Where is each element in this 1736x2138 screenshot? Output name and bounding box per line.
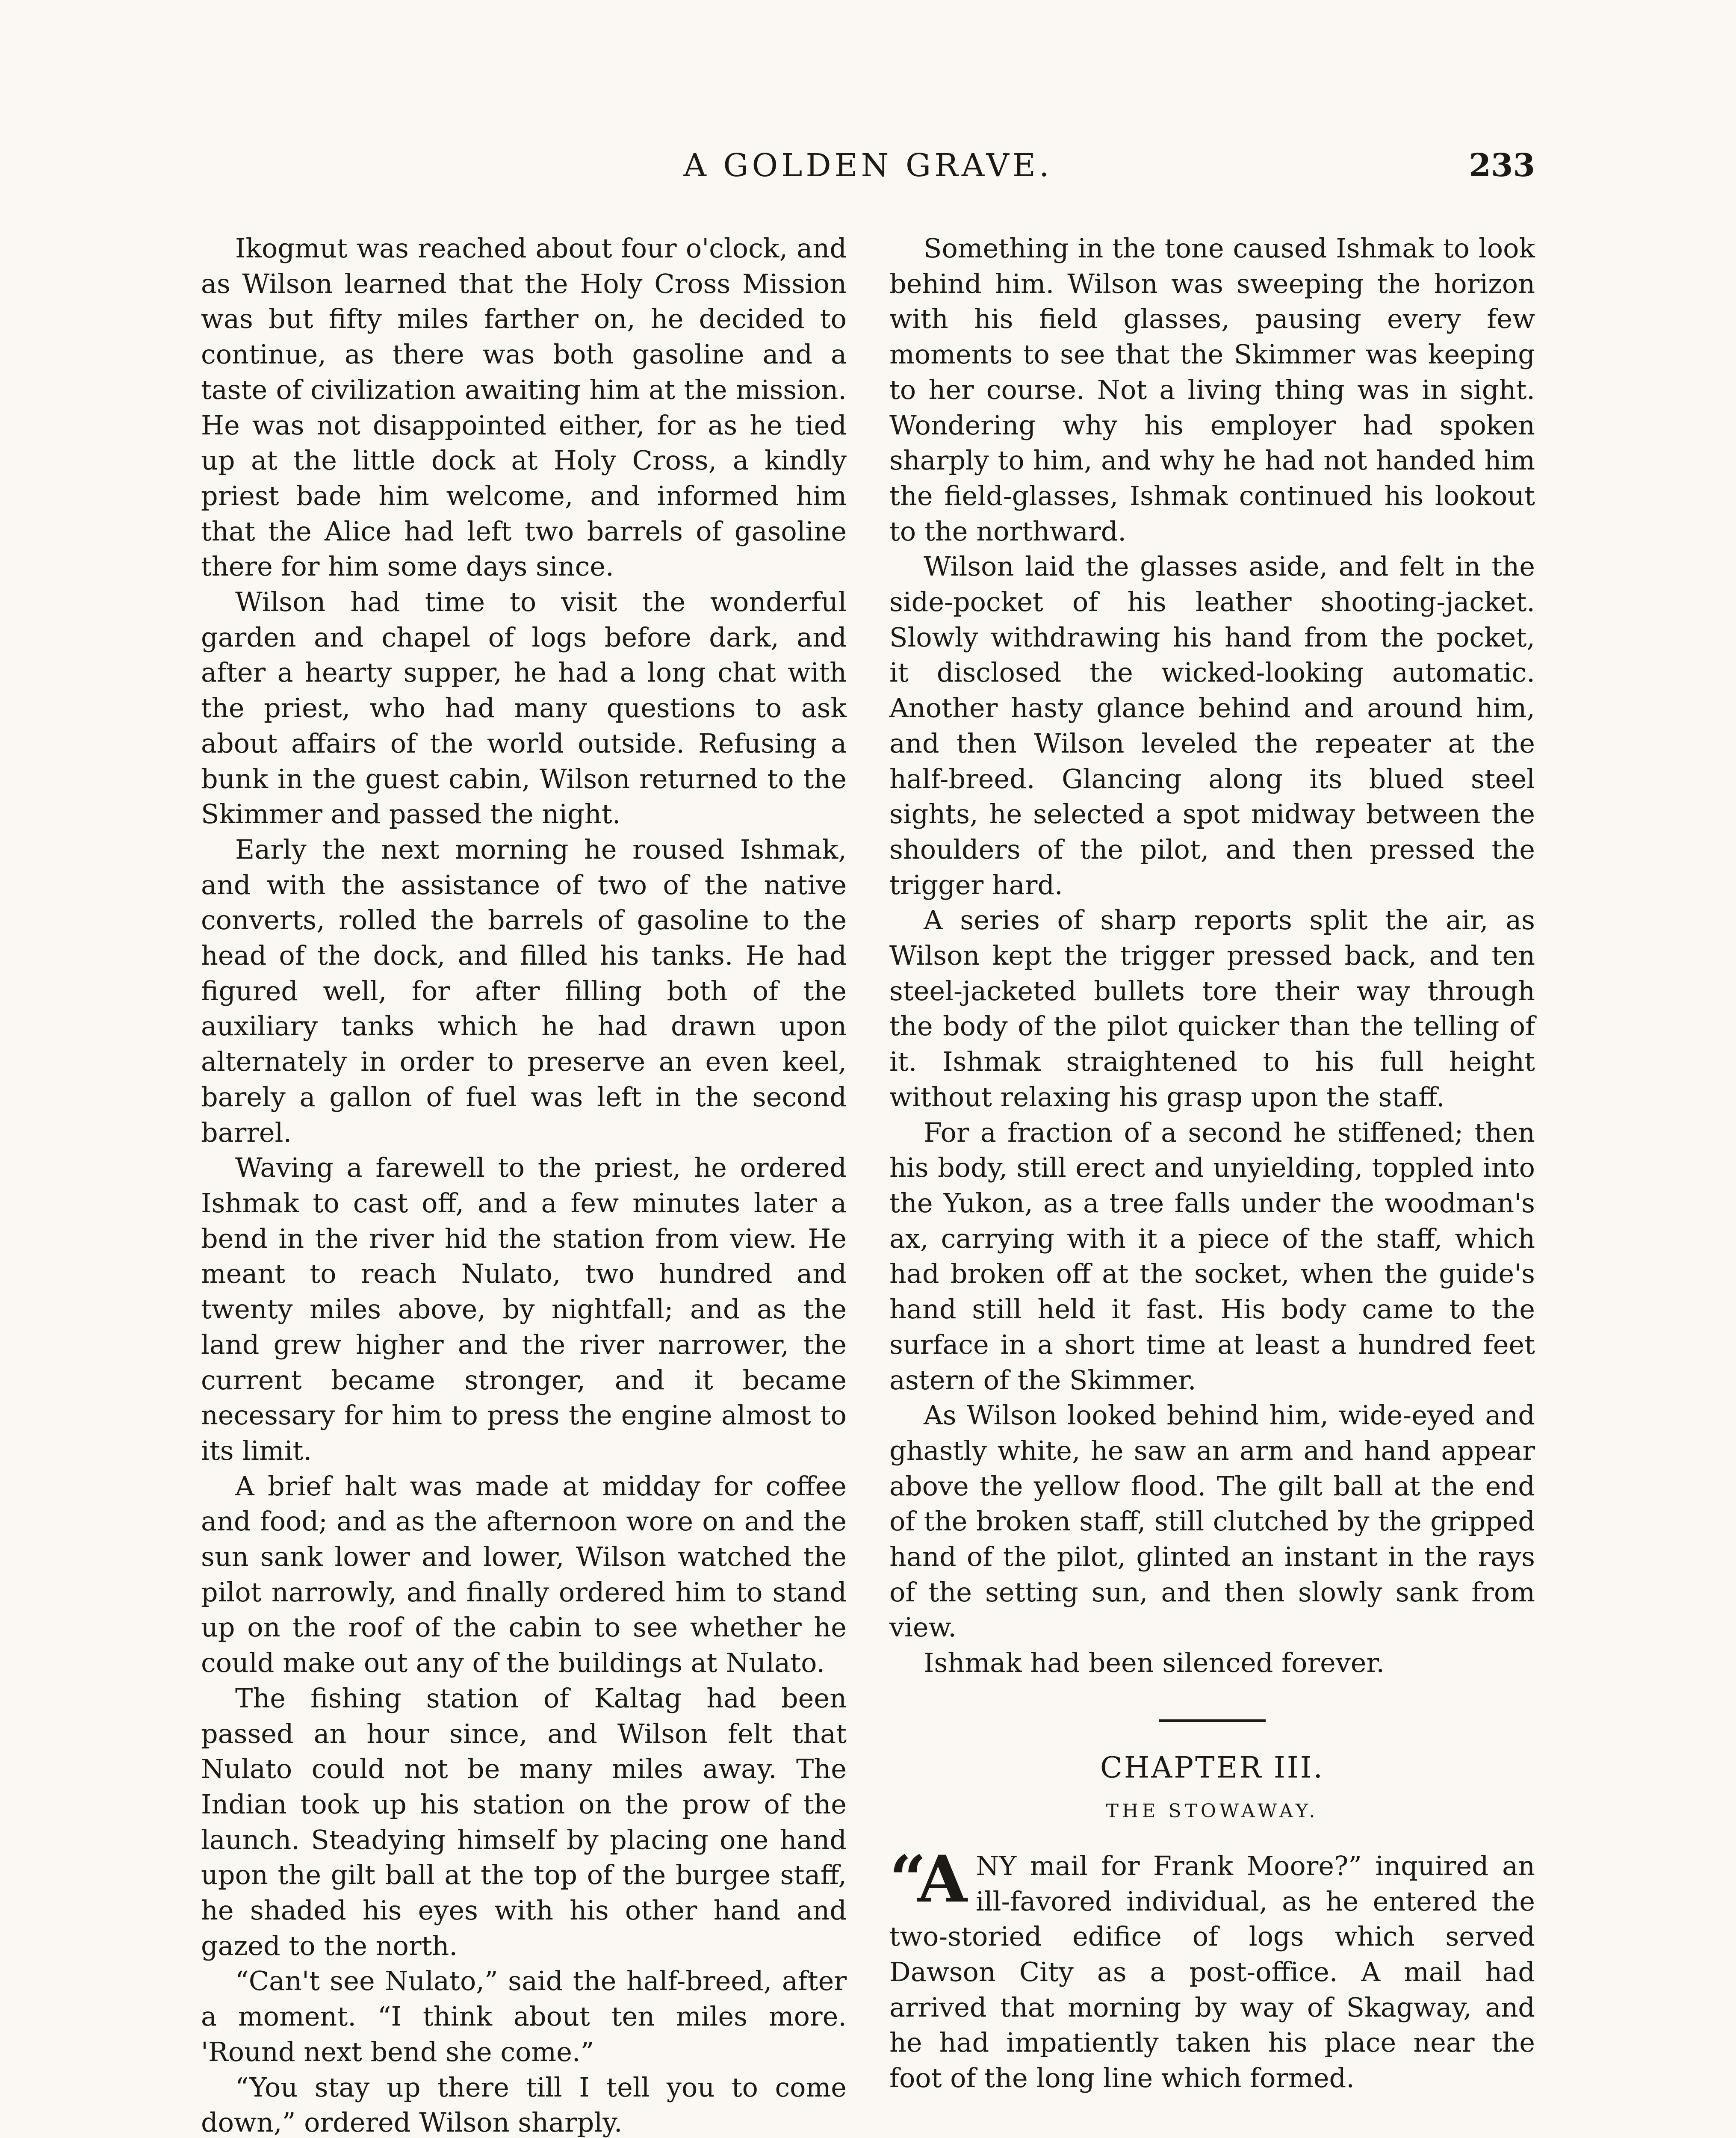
drop-cap: “A [889, 1841, 968, 1917]
chapter-heading: CHAPTER III. [1100, 1751, 1325, 1785]
running-head [0, 142, 1736, 189]
chapter-opening-paragraph [889, 1841, 1535, 2096]
paragraph: Early the next morning he roused Ishmak, and with the assistance of two of the native converts, rolled the barrels of gasoline to the head of the dock, and filled his tanks. He had figured well, for after filling both of the auxiliary tanks which he had drawn upon alternately in order to preserve an even keel, barely a gallon of fuel was left in the second barrel. [201, 833, 847, 1148]
paragraph: A series of sharp reports split the air, as Wilson kept the trigger pressed back, and ten steel-jacketed bullets tore their way through the body of the pilot quicker than the telling of it. Ishmak straightened to his full height without relaxing his grasp upon the staff. [889, 904, 1535, 1113]
paragraph: Ikogmut was reached about four o'clock, and as Wilson learned that the Holy Cross Mission was but fifty miles farther on, he decided to continue, as there was both gasoline and a taste of civilization awaiting him at the mission. He was not disappointed either, for as he tied up at the little dock at Holy Cross, a kindly priest bade him welcome, and informed him that the Alice had left two barrels of gasoline there for him some days since. [201, 233, 847, 582]
left-column [201, 231, 847, 2138]
paragraph: Wilson had time to visit the wonderful garden and chapel of logs before dark, and after a hearty supper, he had a long chat with the priest, who had many questions to ask about affairs of the world outside. Refusing a bunk in the guest cabin, Wilson returned to the Skimmer and passed the night. [201, 586, 847, 830]
chapter-opening-text: NY mail for Frank Moore?” inquired an ill-favored individual, as he entered the two-storied edifice of logs which served Dawson City as a post-office. A mail had arrived that morning by way of Skagway, and he had impatiently taken his place near the foot of the long line which formed. [889, 1850, 1535, 2094]
chapter-subtitle: THE STOWAWAY. [1106, 1800, 1319, 1822]
paragraph: For a fraction of a second he stiffened; then his body, still erect and unyielding, toppled into the Yukon, as a tree falls under the woodman's ax, carrying with it a piece of the staff, which had broken off at the socket, when the guide's hand still held it fast. His body came to the surface in a short time at least a hundred feet astern of the Skimmer. [889, 1116, 1535, 1396]
paragraph: Waving a farewell to the priest, he ordered Ishmak to cast off, and a few minutes later a bend in the river hid the station from view. He meant to reach Nulato, two hundred and twenty miles above, by nightfall; and as the land grew higher and the river narrower, the current became stronger, and it became necessary for him to press the engine almost to its limit. [201, 1152, 847, 1466]
paragraph: The fishing station of Kaltag had been passed an hour since, and Wilson felt that Nulato could not be many miles away. The Indian took up his station on the prow of the launch. Steadying himself by placing one hand upon the gilt ball at the top of the burgee staff, he shaded his eyes with his other hand and gazed to the north. [201, 1682, 847, 1961]
paragraph: Ishmak had been silenced forever. [924, 1647, 1385, 1679]
chapter-divider [1159, 1719, 1266, 1722]
paragraph: “You stay up there till I tell you to come down,” ordered Wilson sharply. [201, 2071, 847, 2138]
page-number: 233 [1469, 147, 1535, 184]
paragraph: A brief halt was made at midday for coffee and food; and as the afternoon wore on and the sun sank lower and lower, Wilson watched the pilot narrowly, and finally ordered him to stand up on the roof of the cabin to see whether he could make out any of the buildings at Nulato. [201, 1470, 847, 1679]
paragraph: Wilson laid the glasses aside, and felt in the side-pocket of his leather shooting-jacket. Slowly withdrawing his hand from the pocket, it disclosed the wicked-looking automatic. Another hasty glance behind and around him, and then Wilson leveled the repeater at the half-breed. Glancing along its blued steel sights, he selected a spot midway between the shoulders of the pilot, and then pressed the trigger hard. [889, 551, 1535, 901]
running-title: A GOLDEN GRAVE. [683, 147, 1053, 184]
right-column [889, 231, 1535, 2096]
paragraph: Something in the tone caused Ishmak to look behind him. Wilson was sweeping the horizon with his field glasses, pausing every few moments to see that the Skimmer was keeping to her course. Not a living thing was in sight. Wondering why his employer had spoken sharply to him, and why he had not handed him the field-glasses, Ishmak continued his lookout to the northward. [889, 233, 1535, 547]
paragraph: As Wilson looked behind him, wide-eyed and ghastly white, he saw an arm and hand appear above the yellow flood. The gilt ball at the end of the broken staff, still clutched by the gripped hand of the pilot, glinted an instant in the rays of the setting sun, and then slowly sank from view. [889, 1400, 1535, 1643]
paragraph: “Can't see Nulato,” said the half-breed, after a moment. “I think about ten miles more. 'Round next bend she come.” [201, 1965, 847, 2067]
